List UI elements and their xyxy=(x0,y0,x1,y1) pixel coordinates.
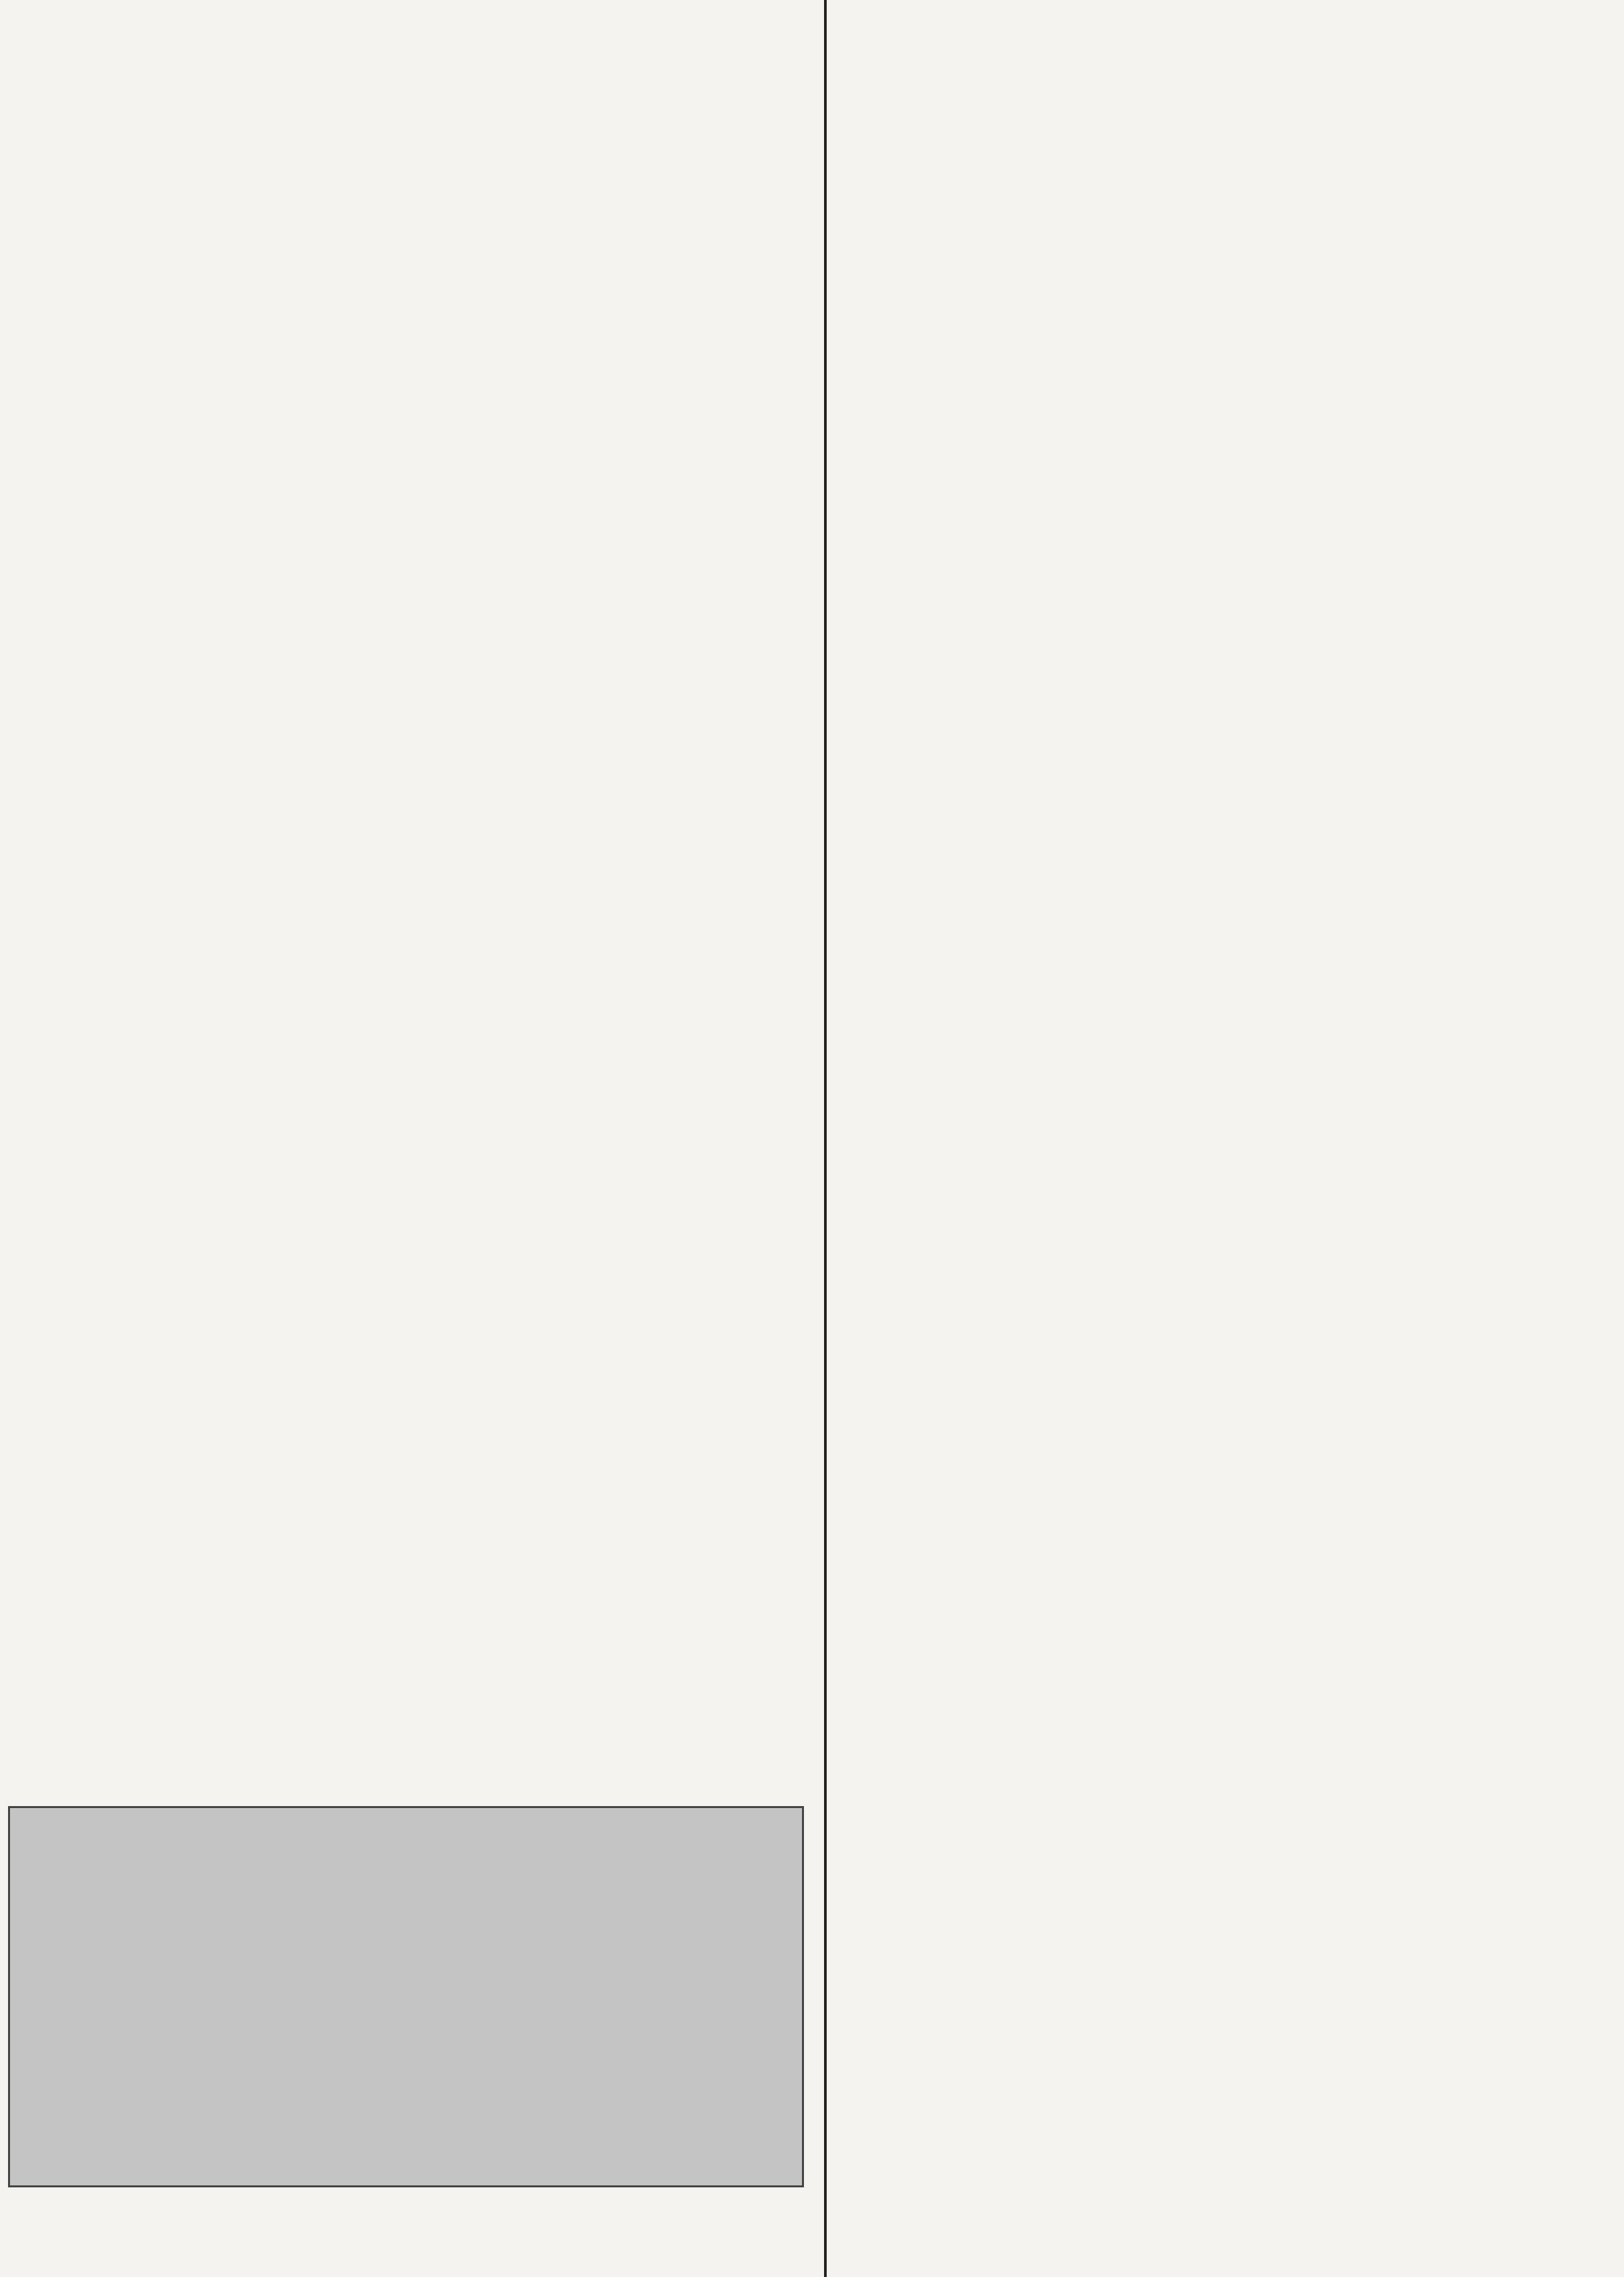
right-column xyxy=(844,0,1624,2277)
meeting-info-box xyxy=(8,1806,804,2187)
column-divider xyxy=(824,0,827,2277)
